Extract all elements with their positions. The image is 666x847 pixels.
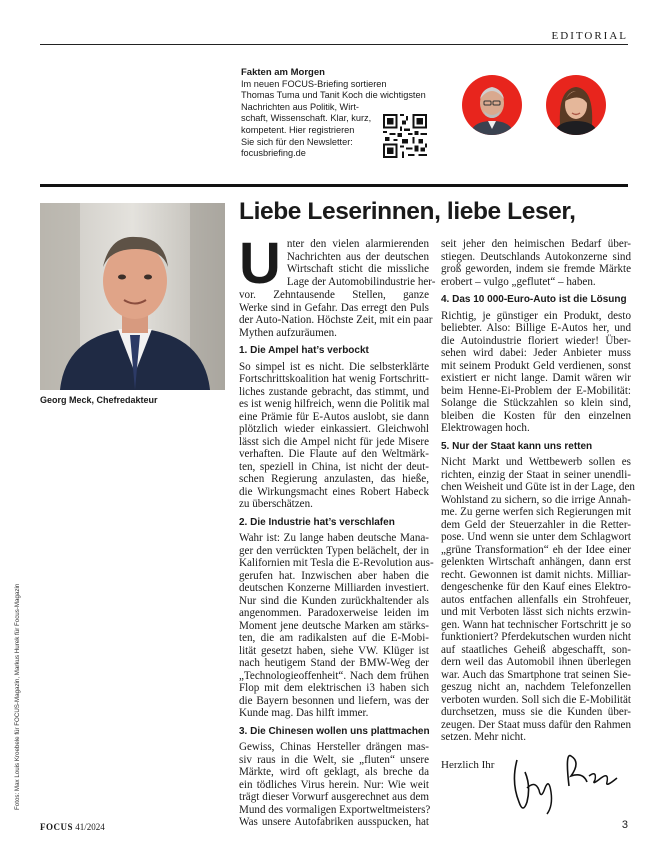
section-divider bbox=[40, 184, 628, 187]
text-line: auf staatliches Geheiß abgeschafft, son- bbox=[441, 643, 631, 656]
text-line: durchsetzen, muss sie die Kunden über- bbox=[441, 706, 631, 718]
article-column-2 bbox=[441, 238, 635, 744]
text-line: vor. Zehntausende Stellen, ganze bbox=[239, 289, 429, 301]
subheading-2: 2. Die Industrie hat’s verschlafen bbox=[239, 516, 395, 528]
text-line: plötzlich wieder einkassiert. Gleichwohl bbox=[239, 423, 429, 435]
qr-code-icon[interactable] bbox=[383, 114, 427, 158]
paragraph-1 bbox=[239, 361, 429, 511]
text-line: recht. Gewonnen ist damit nichts. Milliar- bbox=[441, 568, 631, 581]
text-line: Richtig, je günstiger ein Produkt, desto bbox=[441, 309, 631, 322]
text-line: Werke sind in Gefahr. Das erregt den Puls bbox=[239, 301, 429, 314]
text-line: Gewiss, Chinas Hersteller drängen mas- bbox=[239, 741, 429, 753]
text-line: Flop mit dem elektrischen i3 haben sich bbox=[239, 682, 429, 694]
text-line: Kunde mag. Das hilft immer. bbox=[239, 707, 369, 719]
text-line: es ist wenig hilfreich, wenn die Politik mal bbox=[239, 398, 430, 410]
text-line: Mund des vormaligen Exportweltmeisters? bbox=[239, 803, 431, 816]
text-line: setzen. Mehr nicht. bbox=[441, 731, 527, 743]
text-line: nter den vielen alarmierenden bbox=[286, 238, 429, 250]
top-rule bbox=[40, 44, 628, 45]
text-line: stiegen. Deutschlands Autokonzerne sind bbox=[441, 250, 631, 263]
paragraph-2 bbox=[239, 532, 434, 720]
briefing-title: Fakten am Morgen bbox=[241, 67, 325, 78]
paragraph-4 bbox=[441, 310, 631, 435]
text-line: lität gesetzt haben, siehe VW. Klüger ist bbox=[239, 644, 429, 657]
text-line: und mit Verboten lässt sich nichts erzwin- bbox=[441, 606, 631, 618]
drop-cap: U bbox=[239, 231, 281, 296]
briefing-line: Nachrichten aus Politik, Wirt- bbox=[241, 101, 359, 112]
text-line: autos entfachen allenfalls ein Strohfeuer, bbox=[441, 593, 631, 606]
text-line: geszug nicht an, nachdem Telefonzellen bbox=[441, 681, 631, 693]
text-line: existiert er nicht lange. Damit wären wir bbox=[441, 372, 631, 384]
text-line: ten, die am radikalsten auf die E-Mobi- bbox=[239, 632, 429, 644]
paragraph-5 bbox=[441, 456, 635, 744]
text-line: dern weil das Automobil ihnen überlegen bbox=[441, 656, 631, 668]
text-line: Nicht Markt und Wettbewerb sollen es bbox=[441, 456, 631, 468]
photo-caption: Georg Meck, Chefredakteur bbox=[40, 395, 158, 405]
text-line: dengeschenke für den Kauf eines Elektro- bbox=[441, 581, 631, 593]
text-line: groß geworden, indem sie fremde Märkte bbox=[441, 263, 631, 275]
text-line: liches zustande gebracht, das stimmt, und bbox=[239, 385, 429, 398]
subheading-3: 3. Die Chinesen wollen uns plattmachen bbox=[239, 725, 430, 737]
briefing-line: Thomas Tuma und Tanit Koch die wichtigsten bbox=[241, 90, 426, 101]
text-line: sehen wird dabei: Jeder Anbieter muss bbox=[441, 347, 631, 359]
text-line: Was unsere Autofabriken ausspucken, hat bbox=[239, 816, 429, 828]
briefing-line: Im neuen FOCUS-Briefing sortieren bbox=[241, 78, 387, 89]
subheading-4: 4. Das 10 000-Euro-Auto ist die Lösung bbox=[441, 294, 627, 305]
signoff: Herzlich Ihr bbox=[441, 759, 495, 771]
text-line: eine Prämie für E-Autos auslobt, sie dann bbox=[239, 410, 429, 423]
intro-paragraph bbox=[239, 231, 436, 339]
text-line: nach heutigem Stand der BMW-Weg der bbox=[239, 657, 429, 669]
text-line: So simpel ist es nicht. Die selbsterklärte bbox=[239, 360, 429, 373]
top-bar bbox=[40, 30, 628, 46]
editor-photo bbox=[40, 203, 225, 390]
text-line: siv raus in die Welt, sie „fluten“ unsere bbox=[239, 753, 429, 766]
text-line: angenommen. Paradoxerweise leiden im bbox=[239, 607, 429, 619]
text-line: mit seinem Produkt Geld verdienen, sonst bbox=[441, 359, 631, 372]
text-line: bleiben die Kosten für den einzelnen bbox=[441, 409, 631, 422]
section-label: EDITORIAL bbox=[551, 30, 628, 42]
text-line: Nur sind die Kunden zurückhaltender als bbox=[239, 594, 429, 607]
subheading-5: 5. Nur der Staat kann uns retten bbox=[441, 440, 593, 452]
text-line: Wirtschaft sticht die missliche bbox=[286, 263, 429, 275]
avatar-tanit-koch bbox=[546, 75, 606, 135]
text-line: seit jeher den heimischen Bedarf über- bbox=[441, 238, 631, 250]
text-line: trägt dieser Vorwurf ausgerechnet aus dem bbox=[239, 791, 429, 803]
text-line: verhaften. Die Flaute auf den Weltmärk- bbox=[239, 448, 429, 460]
text-line: ein tödliches Virus herein. Nur: Wie weit bbox=[239, 778, 429, 791]
text-line: Kalifornien mit Tesla die E-Revolution aus- bbox=[239, 557, 434, 569]
text-line: me. Zu gerne werfen sich Regierungen mit bbox=[441, 506, 632, 518]
paragraph-3 bbox=[239, 741, 429, 829]
text-line: ger den verrückten Typen belächelt, der in bbox=[239, 544, 429, 557]
signature-icon bbox=[505, 742, 625, 817]
text-line: die Bayern besonnen und liefern, was der bbox=[239, 694, 429, 707]
briefing-line: schaft, Wissenschaft. Klar, kurz, bbox=[241, 113, 372, 124]
photo-credit bbox=[14, 570, 26, 810]
text-line: gelenkten Wirtschaft anhängen, dann erst bbox=[441, 556, 631, 568]
footer-magazine: FOCUS bbox=[40, 822, 74, 832]
photo-credit-text: Fotos: Max Louis Kroebele für FOCUS-Magazin, Markus Hurek für Focus-Magazin bbox=[14, 583, 21, 810]
text-line: beim Henne-Ei-Problem der E-Mobilität: bbox=[441, 384, 631, 397]
text-line: Fortschrittskoalition hat wenig Fortschritt- bbox=[239, 373, 429, 385]
text-line: war. Auch das Smartphone trat seinen Sie- bbox=[441, 668, 631, 681]
text-line: chen Weisheit und Güte ist in der Lage, den bbox=[441, 481, 635, 493]
article-column-1 bbox=[239, 231, 436, 829]
text-line: dem Geld der Steuerzahler in die Retter- bbox=[441, 518, 631, 531]
text-line: die Autoindustrie floriert wieder! Über- bbox=[441, 334, 631, 347]
text-line: schen Regierung anzulasten, das hieße, bbox=[239, 473, 429, 485]
text-line: verboten wurden. Soll sich die E-Mobilität bbox=[441, 693, 631, 706]
text-line: „Technologieoffenheit“. Nach dem frühen bbox=[239, 669, 429, 682]
footer-issue bbox=[40, 822, 105, 832]
paragraph-3-continued bbox=[441, 238, 631, 288]
subheading-1: 1. Die Ampel hat’s verbockt bbox=[239, 345, 369, 356]
text-line: Wohlstand zu sichern, so die irrige Annah- bbox=[441, 493, 631, 506]
briefing-line: Sie sich für den Newsletter: bbox=[241, 136, 353, 147]
briefing-line: kompetent. Hier registrieren bbox=[241, 124, 355, 135]
text-line: gen. Wann hat technischer Fortschritt je so bbox=[441, 618, 631, 631]
text-line: gerufen hat. Inzwischen aber haben die bbox=[239, 569, 429, 582]
avatar-thomas-tuma bbox=[462, 75, 522, 135]
text-line: die Wirkungsmacht eines Robert Habeck bbox=[239, 485, 429, 498]
text-line: richten, einzig der Staat in seiner unendli- bbox=[441, 468, 631, 481]
text-line: pose. Und wenn sie unter dem Schlagwort bbox=[441, 531, 631, 543]
text-line: Mythen aufzuräumen. bbox=[239, 326, 337, 339]
text-line: Lage der Automobilindustrie her- bbox=[286, 275, 436, 288]
text-line: Wahr ist: Zu lange haben deutsche Mana- bbox=[239, 532, 429, 544]
text-line: beliebter. Also: Billige E-Autos her, und bbox=[441, 322, 631, 334]
text-line: zu überschätzen. bbox=[239, 498, 313, 510]
text-line: Elektrowagen hoch. bbox=[441, 422, 530, 434]
text-line: Solange die Stückzahlen so klein sind, bbox=[441, 397, 631, 409]
footer-issue-number: 41/2024 bbox=[75, 822, 105, 832]
text-line: zeugen. Der Staat muss dafür den Rahmen bbox=[441, 718, 631, 731]
text-line: erobert – vulgo „geflutet“ – haben. bbox=[441, 275, 596, 288]
page-title: Liebe Leserinnen, liebe Leser, bbox=[239, 198, 576, 225]
text-line: deutschen Konzerne Milliarden investiert. bbox=[239, 582, 429, 594]
page-number: 3 bbox=[621, 819, 628, 831]
text-line: Nachrichten aus der deutschen bbox=[286, 250, 429, 263]
text-line: der Auto-Nation. Höchste Zeit, mit ein paar bbox=[239, 314, 433, 326]
briefing-url[interactable]: focusbriefing.de bbox=[241, 148, 306, 159]
text-line: Märkte, wird oft geklagt, als breche da bbox=[239, 766, 429, 778]
text-line: lässt sich die Ampel nicht für jede Misere bbox=[239, 435, 429, 448]
text-line: Moment jene deutsche Marken am stärks- bbox=[239, 619, 429, 632]
text-line: funktioniert? Pferdekutschen wurden nicht bbox=[441, 631, 631, 643]
text-line: ten, speziell in China, ist nicht der deut- bbox=[239, 460, 429, 473]
text-line: „grüne Transformation“ eh der Idee einer bbox=[441, 543, 631, 556]
